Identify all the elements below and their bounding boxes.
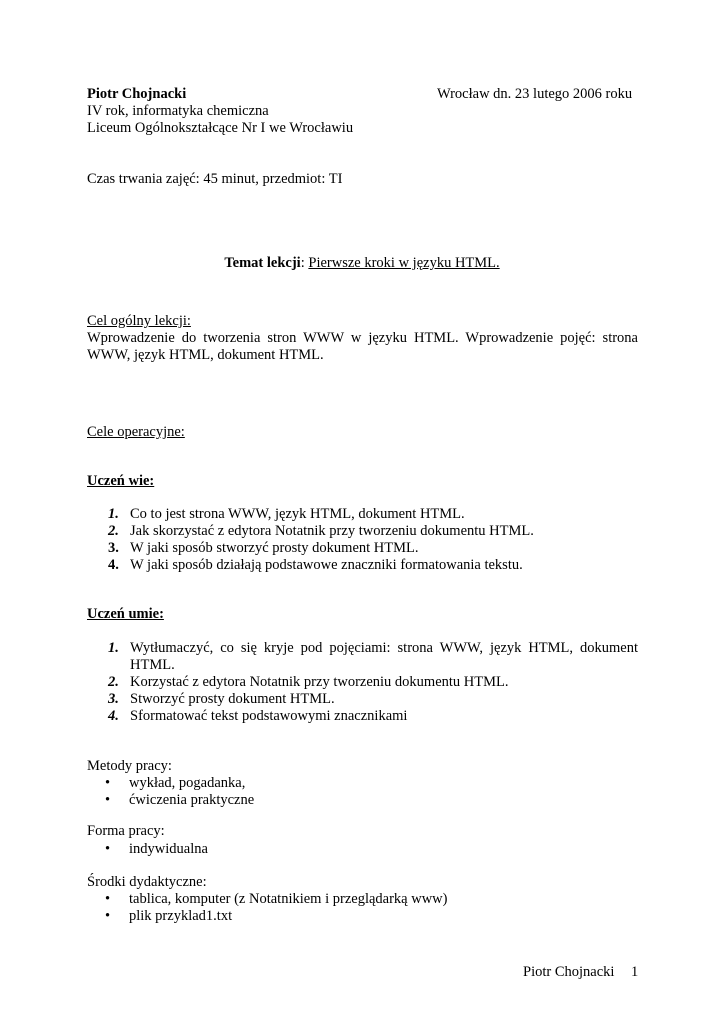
list-item-number: 1. (108, 506, 119, 522)
bullet-icon: • (105, 908, 111, 924)
student-knows-list (87, 506, 638, 574)
list-item-text: W jaki sposób działają podstawowe znaczniki formatowania tekstu. (130, 557, 523, 573)
list-item (87, 557, 638, 574)
list-item-text: Stworzyć prosty dokument HTML. (130, 691, 335, 707)
list-item-number: 4. (108, 557, 119, 573)
aids-heading: Środki dydaktyczne: (87, 874, 207, 890)
list-item (87, 691, 638, 708)
list-item-number: 1. (108, 640, 119, 656)
bullet-icon: • (105, 891, 111, 907)
aids-list (105, 891, 447, 925)
page-number: 1 (631, 964, 639, 980)
lesson-topic (0, 255, 724, 272)
topic-separator: : (300, 255, 309, 271)
list-item (87, 523, 638, 540)
list-item-text: Jak skorzystać z edytora Notatnik przy tworzeniu dokumentu HTML. (130, 523, 534, 539)
list-item-number: 3. (108, 540, 119, 556)
topic-label: Temat lekcji (224, 255, 301, 271)
student-can-heading: Uczeń umie: (87, 606, 164, 622)
forms-list (105, 841, 208, 858)
footer-author: Piotr Chojnacki (523, 964, 615, 980)
list-item-number: 2. (108, 674, 119, 690)
list-item (87, 506, 638, 523)
list-item-text: W jaki sposób stworzyć prosty dokument HTML. (130, 540, 419, 556)
list-item-text: ćwiczenia praktyczne (129, 792, 255, 808)
general-goal-heading: Cel ogólny lekcji: (87, 313, 191, 329)
student-can-list (87, 640, 638, 725)
operational-goals-heading: Cele operacyjne: (87, 424, 185, 440)
list-item-text: indywidualna (129, 841, 208, 857)
list-item-text: tablica, komputer (z Notatnikiem i przeglądarką www) (129, 891, 448, 907)
list-item (87, 640, 638, 674)
student-knows-heading: Uczeń wie: (87, 473, 155, 489)
place-date: Wrocław dn. 23 lutego 2006 roku (437, 86, 633, 102)
bullet-icon: • (105, 841, 111, 857)
list-item-text: wykład, pogadanka, (129, 775, 246, 791)
topic-title: Pierwsze kroki w języku HTML. (308, 255, 500, 271)
bullet-icon: • (105, 792, 111, 808)
bullet-icon: • (105, 775, 111, 791)
general-goal-text: Wprowadzenie do tworzenia stron WWW w języku HTML. Wprowadzenie pojęć: strona WWW, język HTML, dokument HTML. (87, 330, 638, 363)
list-item-text: plik przyklad1.txt (129, 908, 233, 924)
list-item-number: 2. (108, 523, 119, 539)
list-item-text: Co to jest strona WWW, język HTML, dokument HTML. (130, 506, 465, 522)
list-item (105, 908, 447, 925)
list-item (105, 775, 254, 792)
lesson-duration: Czas trwania zajęć: 45 minut, przedmiot: TI (87, 171, 343, 187)
list-item-text: Sformatować tekst podstawowymi znacznikami (130, 708, 408, 724)
list-item (87, 708, 638, 725)
list-item (105, 891, 447, 908)
list-item (87, 674, 638, 691)
list-item (105, 841, 208, 858)
list-item-text: Wytłumaczyć, co się kryje pod pojęciami: strona WWW, język HTML, dokument HTML. (130, 640, 638, 673)
forms-heading: Forma pracy: (87, 823, 165, 839)
methods-list (105, 775, 254, 809)
school-name: Liceum Ogólnokształcące Nr I we Wrocławiu (87, 120, 354, 136)
list-item-number: 4. (108, 708, 119, 724)
list-item-number: 3. (108, 691, 119, 707)
list-item-text: Korzystać z edytora Notatnik przy tworzeniu dokumentu HTML. (130, 674, 509, 690)
list-item (105, 792, 254, 809)
study-info: IV rok, informatyka chemiczna (87, 103, 269, 119)
methods-heading: Metody pracy: (87, 758, 172, 774)
list-item (87, 540, 638, 557)
author-name: Piotr Chojnacki (87, 86, 187, 102)
